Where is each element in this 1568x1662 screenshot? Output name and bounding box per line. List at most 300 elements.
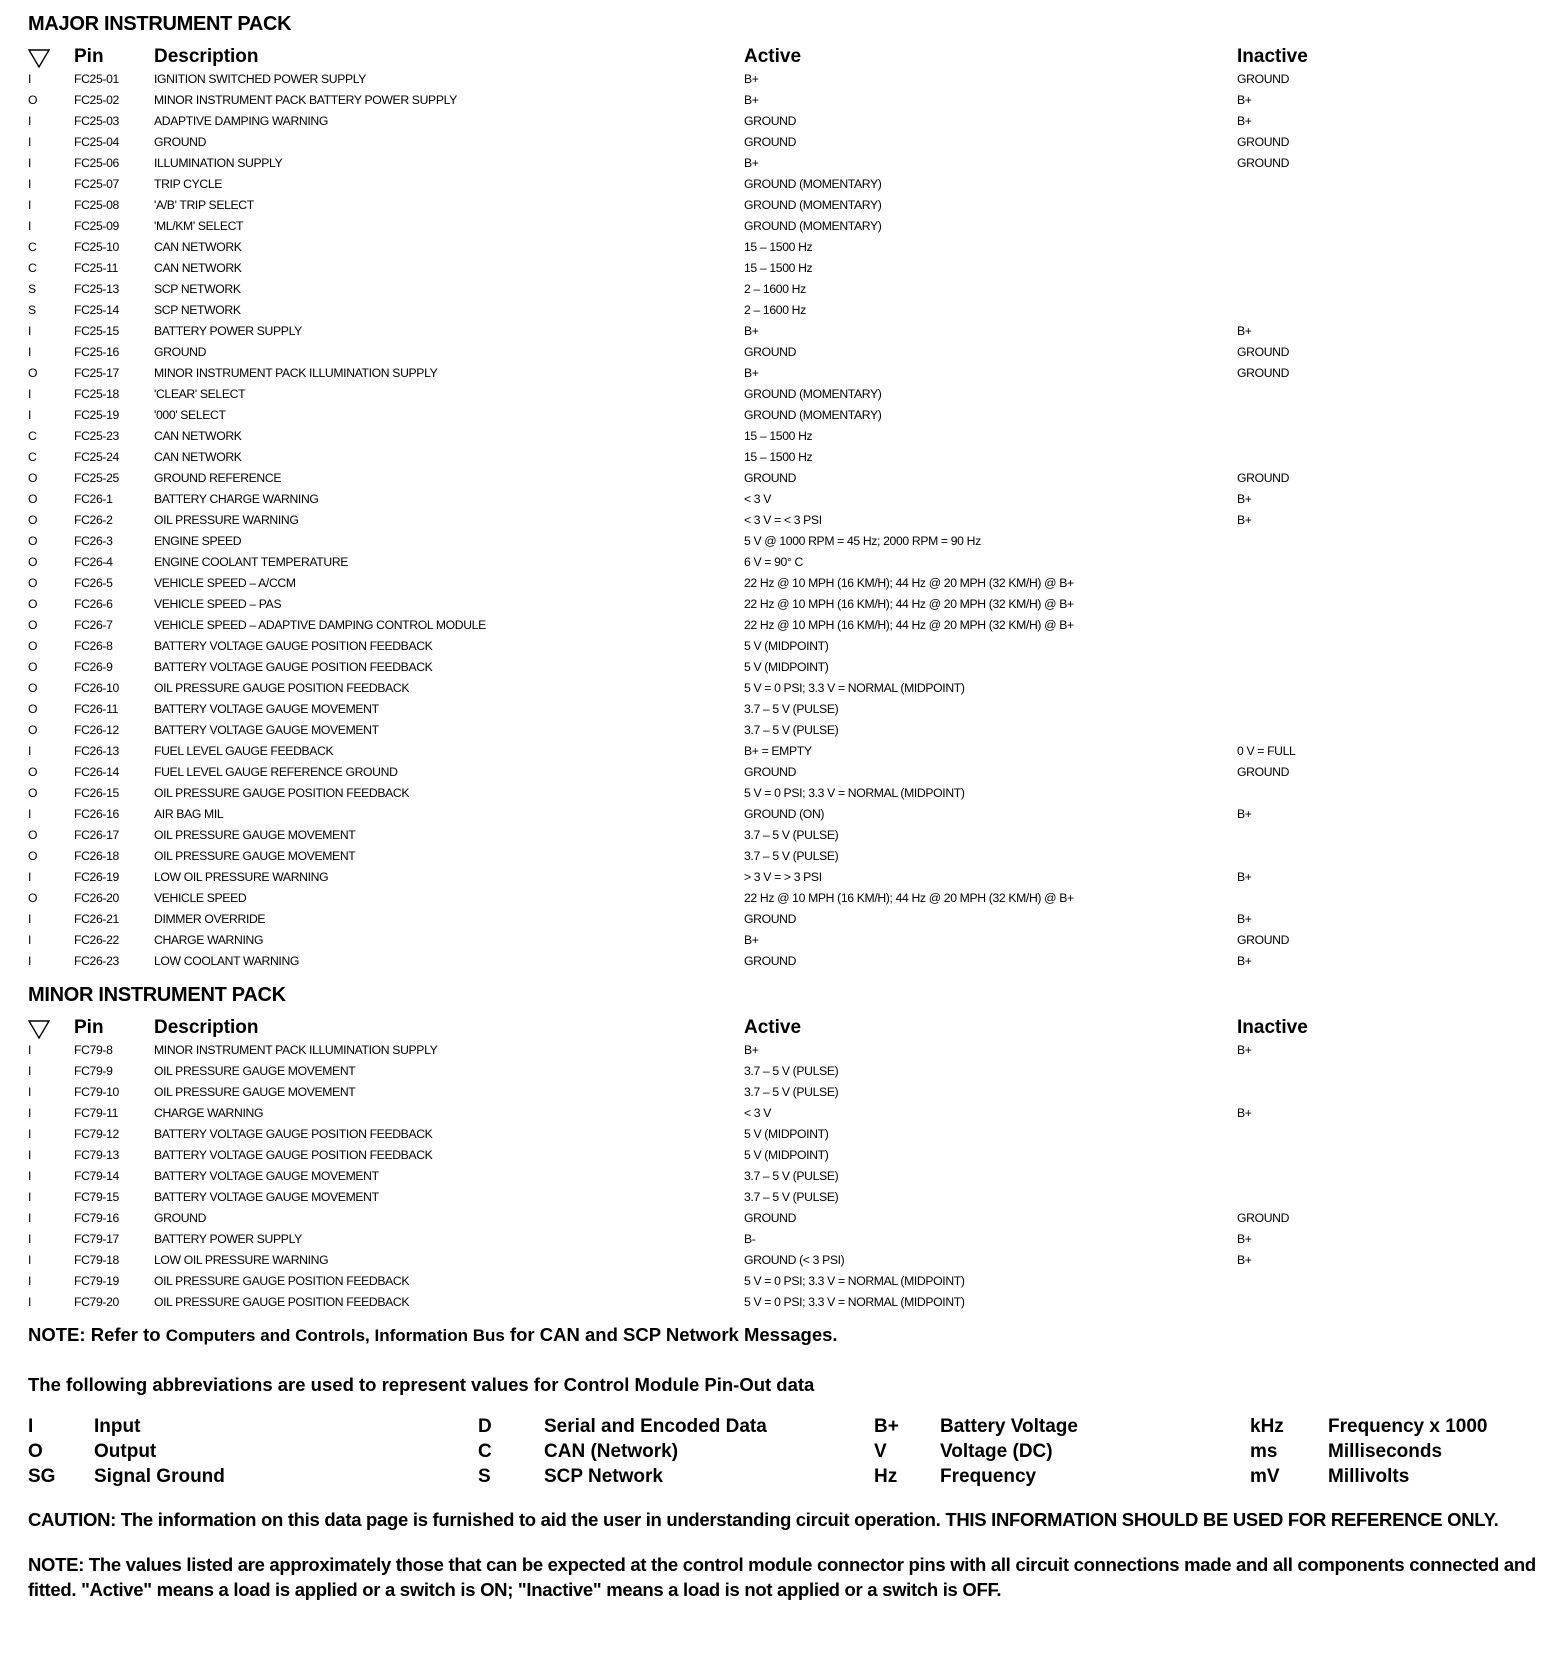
active-value: < 3 V [744, 1105, 772, 1120]
pin-id: FC25-04 [74, 134, 119, 149]
inactive-value [1237, 173, 1548, 194]
pin-description: OIL PRESSURE GAUGE MOVEMENT [154, 1084, 356, 1099]
pin-id: FC79-10 [74, 1084, 119, 1099]
inactive-value [1237, 635, 1548, 656]
pin-direction: I [28, 386, 32, 401]
minor-pack-title: MINOR INSTRUMENT PACK [28, 984, 286, 1006]
table-row [28, 1123, 1548, 1144]
inactive-value: B+ [1237, 806, 1252, 821]
pin-id: FC79-20 [74, 1294, 119, 1309]
inactive-value: GROUND [1237, 1210, 1290, 1225]
pin-direction: I [28, 176, 32, 191]
inactive-value: B+ [1237, 1042, 1252, 1057]
table-row [28, 236, 1548, 257]
table-row [28, 593, 1548, 614]
active-value: GROUND (MOMENTARY) [744, 407, 882, 422]
inactive-value [1237, 1165, 1548, 1186]
table-row [28, 68, 1548, 89]
pin-description: VEHICLE SPEED [154, 890, 247, 905]
pin-id: FC79-18 [74, 1252, 119, 1267]
pin-direction: I [28, 1105, 32, 1120]
pin-id: FC25-07 [74, 176, 119, 191]
pin-direction: I [28, 932, 32, 947]
pin-direction: I [28, 218, 32, 233]
inactive-value: B+ [1237, 113, 1252, 128]
table-row [28, 614, 1548, 635]
inactive-value: GROUND [1237, 134, 1290, 149]
pin-description: BATTERY VOLTAGE GAUGE MOVEMENT [154, 701, 379, 716]
pin-description: CAN NETWORK [154, 260, 242, 275]
pin-id: FC79-11 [74, 1105, 119, 1120]
network-note [28, 1324, 1548, 1346]
active-value: GROUND (< 3 PSI) [744, 1252, 845, 1267]
table-row [28, 761, 1548, 782]
pin-id: FC25-06 [74, 155, 119, 170]
inactive-value [1237, 1144, 1548, 1165]
abbreviation-meaning: Serial and Encoded Data [544, 1416, 767, 1437]
pin-direction: O [28, 575, 38, 590]
pin-id: FC25-16 [74, 344, 119, 359]
active-value: GROUND [744, 470, 797, 485]
active-value: 15 – 1500 Hz [744, 428, 813, 443]
major-pack-title: MAJOR INSTRUMENT PACK [28, 13, 292, 35]
pin-description: GROUND [154, 134, 207, 149]
table-row [28, 782, 1548, 803]
pin-description: 'A/B' TRIP SELECT [154, 197, 254, 212]
pin-id: FC26-20 [74, 890, 119, 905]
inactive-header: Inactive [1237, 1017, 1308, 1038]
active-value: B+ [744, 155, 759, 170]
abbreviation-code: ms [1250, 1441, 1278, 1462]
pin-id: FC25-02 [74, 92, 119, 107]
inactive-value: B+ [1237, 1105, 1252, 1120]
triangle-down-icon [28, 1019, 50, 1039]
pin-description: MINOR INSTRUMENT PACK ILLUMINATION SUPPLY [154, 1042, 438, 1057]
table-row [28, 698, 1548, 719]
active-value: GROUND (MOMENTARY) [744, 197, 882, 212]
active-value: 22 Hz @ 10 MPH (16 KM/H); 44 Hz @ 20 MPH (32 KM/H) @ B+ [744, 890, 1074, 905]
active-value: 5 V (MIDPOINT) [744, 1126, 829, 1141]
pin-description: 'ML/KM' SELECT [154, 218, 244, 233]
pin-description: CAN NETWORK [154, 449, 242, 464]
pin-id: FC26-6 [74, 596, 113, 611]
pin-id: FC26-13 [74, 743, 119, 758]
inactive-value [1237, 404, 1548, 425]
inactive-value: GROUND [1237, 470, 1290, 485]
pin-direction: O [28, 512, 38, 527]
pin-direction: O [28, 701, 38, 716]
active-value: GROUND (MOMENTARY) [744, 218, 882, 233]
table-row [28, 824, 1548, 845]
abbreviations-intro: The following abbreviations are used to represent values for Control Module Pin-Out data [28, 1374, 815, 1395]
pin-description: BATTERY VOLTAGE GAUGE POSITION FEEDBACK [154, 1126, 433, 1141]
abbreviation-code: D [478, 1416, 492, 1437]
table-row [28, 320, 1548, 341]
pin-direction: I [28, 197, 32, 212]
table-row [28, 635, 1548, 656]
table-header [28, 38, 1548, 68]
pin-description: IGNITION SWITCHED POWER SUPPLY [154, 71, 367, 86]
inactive-value [1237, 656, 1548, 677]
table-row [28, 110, 1548, 131]
pin-id: FC25-23 [74, 428, 119, 443]
pin-description: ILLUMINATION SUPPLY [154, 155, 283, 170]
active-value: B- [744, 1231, 756, 1246]
pin-id: FC79-14 [74, 1168, 119, 1183]
table-row [28, 1102, 1548, 1123]
pin-direction: I [28, 1168, 32, 1183]
inactive-value [1237, 551, 1548, 572]
pin-direction: I [28, 1210, 32, 1225]
table-row [28, 425, 1548, 446]
active-value: > 3 V = > 3 PSI [744, 869, 822, 884]
pin-direction: O [28, 764, 38, 779]
pin-description: GROUND [154, 344, 207, 359]
inactive-value [1237, 887, 1548, 908]
page [28, 10, 1548, 1602]
table-row [28, 89, 1548, 110]
pin-description: BATTERY CHARGE WARNING [154, 491, 319, 506]
note-text-c: for CAN and SCP Network Messages. [509, 1324, 838, 1345]
table-row [28, 341, 1548, 362]
table-row [28, 1165, 1548, 1186]
pin-description: OIL PRESSURE GAUGE POSITION FEEDBACK [154, 1273, 410, 1288]
table-row [28, 467, 1548, 488]
abbreviation-code: kHz [1250, 1416, 1284, 1437]
active-value: GROUND [744, 113, 797, 128]
pin-direction: I [28, 113, 32, 128]
description-header: Description [154, 1017, 259, 1038]
note-text-a: Refer to [90, 1324, 161, 1345]
table-row [28, 194, 1548, 215]
pin-id: FC79-16 [74, 1210, 119, 1225]
pin-description: OIL PRESSURE GAUGE POSITION FEEDBACK [154, 785, 410, 800]
inactive-value [1237, 278, 1548, 299]
table-row [28, 551, 1548, 572]
inactive-value: GROUND [1237, 932, 1290, 947]
active-value: < 3 V [744, 491, 772, 506]
table-row [28, 152, 1548, 173]
active-value: 5 V (MIDPOINT) [744, 638, 829, 653]
pin-direction: O [28, 533, 38, 548]
pin-direction: O [28, 722, 38, 737]
table-row [28, 257, 1548, 278]
pin-id: FC25-25 [74, 470, 119, 485]
active-value: GROUND [744, 911, 797, 926]
active-value: 22 Hz @ 10 MPH (16 KM/H); 44 Hz @ 20 MPH (32 KM/H) @ B+ [744, 596, 1074, 611]
pin-id: FC79-8 [74, 1042, 113, 1057]
active-value: 22 Hz @ 10 MPH (16 KM/H); 44 Hz @ 20 MPH (32 KM/H) @ B+ [744, 617, 1074, 632]
pin-direction: I [28, 344, 32, 359]
active-value: < 3 V = < 3 PSI [744, 512, 822, 527]
pin-direction: O [28, 491, 38, 506]
pin-header: Pin [74, 46, 104, 67]
table-row [28, 1291, 1548, 1312]
active-value: 5 V = 0 PSI; 3.3 V = NORMAL (MIDPOINT) [744, 1273, 965, 1288]
table-header [28, 1009, 1548, 1039]
pin-direction: I [28, 743, 32, 758]
table-row [28, 719, 1548, 740]
active-value: B+ [744, 365, 759, 380]
inactive-value [1237, 677, 1548, 698]
pin-direction: I [28, 869, 32, 884]
inactive-value: B+ [1237, 953, 1252, 968]
abbreviation-code: I [28, 1416, 34, 1437]
inactive-value: B+ [1237, 1252, 1252, 1267]
inactive-value: GROUND [1237, 71, 1290, 86]
active-header: Active [744, 1017, 802, 1038]
table-row [28, 1207, 1548, 1228]
active-value: B+ [744, 71, 759, 86]
pin-id: FC25-09 [74, 218, 119, 233]
pin-id: FC79-15 [74, 1189, 119, 1204]
active-value: GROUND [744, 134, 797, 149]
abbreviation-meaning: Battery Voltage [940, 1416, 1078, 1437]
abbreviation-code: mV [1250, 1466, 1280, 1487]
table-row [28, 383, 1548, 404]
table-row [28, 488, 1548, 509]
table-row [28, 1144, 1548, 1165]
inactive-value [1237, 593, 1548, 614]
pin-description: BATTERY VOLTAGE GAUGE MOVEMENT [154, 1189, 379, 1204]
pin-id: FC25-01 [74, 71, 119, 86]
active-value: 3.7 – 5 V (PULSE) [744, 722, 839, 737]
pin-description: BATTERY POWER SUPPLY [154, 323, 302, 338]
table-row [28, 278, 1548, 299]
pin-direction: I [28, 1063, 32, 1078]
pin-description: '000' SELECT [154, 407, 226, 422]
pin-direction: I [28, 71, 32, 86]
table-row [28, 908, 1548, 929]
direction-header [28, 38, 74, 68]
pin-description: LOW OIL PRESSURE WARNING [154, 869, 329, 884]
inactive-value: B+ [1237, 911, 1252, 926]
active-value: 3.7 – 5 V (PULSE) [744, 1168, 839, 1183]
pin-direction: O [28, 890, 38, 905]
table-row [28, 1270, 1548, 1291]
active-value: 22 Hz @ 10 MPH (16 KM/H); 44 Hz @ 20 MPH (32 KM/H) @ B+ [744, 575, 1074, 590]
pin-id: FC26-22 [74, 932, 119, 947]
active-value: 5 V @ 1000 RPM = 45 Hz; 2000 RPM = 90 Hz [744, 533, 981, 548]
abbreviation-code: B+ [874, 1416, 899, 1437]
pin-id: FC26-18 [74, 848, 119, 863]
pin-description: CHARGE WARNING [154, 1105, 264, 1120]
major-pack-table [28, 38, 1548, 971]
triangle-down-icon [28, 48, 50, 68]
pin-direction: I [28, 155, 32, 170]
inactive-value [1237, 194, 1548, 215]
pin-description: VEHICLE SPEED – ADAPTIVE DAMPING CONTROL MODULE [154, 617, 486, 632]
pin-id: FC26-1 [74, 491, 113, 506]
pin-direction: O [28, 470, 38, 485]
abbreviation-meaning: Frequency x 1000 [1328, 1416, 1488, 1437]
table-row [28, 215, 1548, 236]
minor-pack-rows [28, 1039, 1548, 1312]
pin-direction: I [28, 407, 32, 422]
pin-description: OIL PRESSURE GAUGE POSITION FEEDBACK [154, 680, 410, 695]
table-row [28, 656, 1548, 677]
pin-direction: I [28, 1126, 32, 1141]
pin-id: FC25-10 [74, 239, 119, 254]
pin-id: FC26-9 [74, 659, 113, 674]
abbreviation-meaning: Input [94, 1416, 141, 1437]
inactive-value: 0 V = FULL [1237, 743, 1296, 758]
active-value: 5 V (MIDPOINT) [744, 1147, 829, 1162]
pin-direction: I [28, 1231, 32, 1246]
pin-direction: O [28, 848, 38, 863]
pin-direction: C [28, 239, 37, 254]
pin-id: FC25-11 [74, 260, 119, 275]
pin-description: 'CLEAR' SELECT [154, 386, 246, 401]
pin-description: CAN NETWORK [154, 239, 242, 254]
pin-id: FC26-10 [74, 680, 119, 695]
pin-id: FC26-11 [74, 701, 119, 716]
table-row [28, 173, 1548, 194]
abbreviation-meaning: Millivolts [1328, 1466, 1410, 1487]
inactive-value [1237, 824, 1548, 845]
table-row [28, 1249, 1548, 1270]
abbreviation-meaning: Milliseconds [1328, 1441, 1443, 1462]
inactive-value: GROUND [1237, 764, 1290, 779]
abbreviation-meaning: Frequency [940, 1466, 1037, 1487]
inactive-value [1237, 845, 1548, 866]
pin-direction: O [28, 92, 38, 107]
active-value: B+ [744, 323, 759, 338]
inactive-value: B+ [1237, 491, 1252, 506]
inactive-value [1237, 1270, 1548, 1291]
pin-direction: I [28, 1042, 32, 1057]
table-row [28, 1060, 1548, 1081]
active-inactive-note: NOTE: The values listed are approximately those that can be expected at the control module connector pins with all circuit connections made and all components connected and fitted. "Active" means a load is applied or a switch is ON; "Inactive" means a load is not applied or a switch is OFF. [28, 1554, 1536, 1600]
pin-id: FC26-4 [74, 554, 113, 569]
pin-description: FUEL LEVEL GAUGE FEEDBACK [154, 743, 334, 758]
note-reference: Computers and Controls, Information Bus [165, 1326, 505, 1345]
table-row [28, 131, 1548, 152]
active-value: B+ [744, 92, 759, 107]
pin-description: FUEL LEVEL GAUGE REFERENCE GROUND [154, 764, 398, 779]
active-value: GROUND [744, 764, 797, 779]
pin-description: DIMMER OVERRIDE [154, 911, 266, 926]
pin-description: VEHICLE SPEED – A/CCM [154, 575, 296, 590]
pin-direction: I [28, 1252, 32, 1267]
table-row [28, 929, 1548, 950]
abbreviation-meaning: Output [94, 1441, 157, 1462]
inactive-value [1237, 572, 1548, 593]
pin-description: CAN NETWORK [154, 428, 242, 443]
pin-id: FC26-5 [74, 575, 113, 590]
pin-id: FC25-17 [74, 365, 119, 380]
pin-direction: I [28, 911, 32, 926]
pin-description: VEHICLE SPEED – PAS [154, 596, 282, 611]
pin-description: OIL PRESSURE GAUGE MOVEMENT [154, 848, 356, 863]
pin-direction: C [28, 449, 37, 464]
direction-header [28, 1009, 74, 1039]
inactive-header: Inactive [1237, 46, 1308, 67]
inactive-value [1237, 530, 1548, 551]
active-value: GROUND [744, 953, 797, 968]
table-row [28, 887, 1548, 908]
abbreviation-code: Hz [874, 1466, 898, 1487]
abbreviation-meaning: Signal Ground [94, 1466, 225, 1487]
table-row [28, 950, 1548, 971]
table-row [28, 845, 1548, 866]
pin-description: CHARGE WARNING [154, 932, 264, 947]
abbreviation-code: SG [28, 1466, 56, 1487]
pin-id: FC26-7 [74, 617, 113, 632]
abbreviations-grid [28, 1414, 1548, 1489]
active-value: 2 – 1600 Hz [744, 281, 806, 296]
inactive-value: GROUND [1237, 155, 1290, 170]
abbreviation-meaning: SCP Network [544, 1466, 663, 1487]
pin-direction: O [28, 659, 38, 674]
pin-id: FC26-16 [74, 806, 119, 821]
pin-description: ENGINE SPEED [154, 533, 242, 548]
active-value: 5 V (MIDPOINT) [744, 659, 829, 674]
inactive-value [1237, 1123, 1548, 1144]
pin-description: LOW COOLANT WARNING [154, 953, 300, 968]
inactive-value [1237, 719, 1548, 740]
active-value: 5 V = 0 PSI; 3.3 V = NORMAL (MIDPOINT) [744, 785, 965, 800]
pin-id: FC26-15 [74, 785, 119, 800]
pin-description: SCP NETWORK [154, 281, 241, 296]
pin-id: FC79-12 [74, 1126, 119, 1141]
inactive-value [1237, 383, 1548, 404]
active-value: GROUND (ON) [744, 806, 825, 821]
pin-direction: O [28, 638, 38, 653]
pin-direction: O [28, 554, 38, 569]
inactive-value [1237, 236, 1548, 257]
inactive-value [1237, 299, 1548, 320]
inactive-value: B+ [1237, 512, 1252, 527]
pin-description: BATTERY VOLTAGE GAUGE MOVEMENT [154, 722, 379, 737]
active-value: 5 V = 0 PSI; 3.3 V = NORMAL (MIDPOINT) [744, 1294, 965, 1309]
inactive-value [1237, 1081, 1548, 1102]
inactive-value [1237, 1291, 1548, 1312]
pin-id: FC25-08 [74, 197, 119, 212]
pin-id: FC26-2 [74, 512, 113, 527]
active-value: 3.7 – 5 V (PULSE) [744, 827, 839, 842]
table-row [28, 1228, 1548, 1249]
pin-id: FC25-14 [74, 302, 119, 317]
pin-direction: I [28, 1294, 32, 1309]
active-value: 15 – 1500 Hz [744, 449, 813, 464]
abbreviation-meaning: Voltage (DC) [940, 1441, 1053, 1462]
pin-direction: I [28, 1084, 32, 1099]
table-row [28, 866, 1548, 887]
pin-direction: O [28, 596, 38, 611]
active-value: 2 – 1600 Hz [744, 302, 806, 317]
abbreviation-code: C [478, 1441, 492, 1462]
pin-direction: I [28, 1189, 32, 1204]
pin-direction: I [28, 1273, 32, 1288]
pin-description: ADAPTIVE DAMPING WARNING [154, 113, 328, 128]
pin-description: OIL PRESSURE GAUGE MOVEMENT [154, 827, 356, 842]
caution-text: CAUTION: The information on this data page is furnished to aid the user in understanding circuit operation. THIS INFORMATION SHOULD BE USED FOR REFERENCE ONLY. [28, 1509, 1499, 1530]
pin-description: OIL PRESSURE WARNING [154, 512, 299, 527]
pin-direction: O [28, 785, 38, 800]
pin-description: TRIP CYCLE [154, 176, 223, 191]
pin-id: FC25-18 [74, 386, 119, 401]
table-row [28, 446, 1548, 467]
inactive-value: B+ [1237, 323, 1252, 338]
abbreviation-code: O [28, 1441, 43, 1462]
active-value: GROUND [744, 344, 797, 359]
note-label: NOTE: [28, 1324, 86, 1345]
pin-direction: I [28, 134, 32, 149]
pin-id: FC79-19 [74, 1273, 119, 1288]
minor-pack-table [28, 1009, 1548, 1312]
pin-id: FC26-17 [74, 827, 119, 842]
